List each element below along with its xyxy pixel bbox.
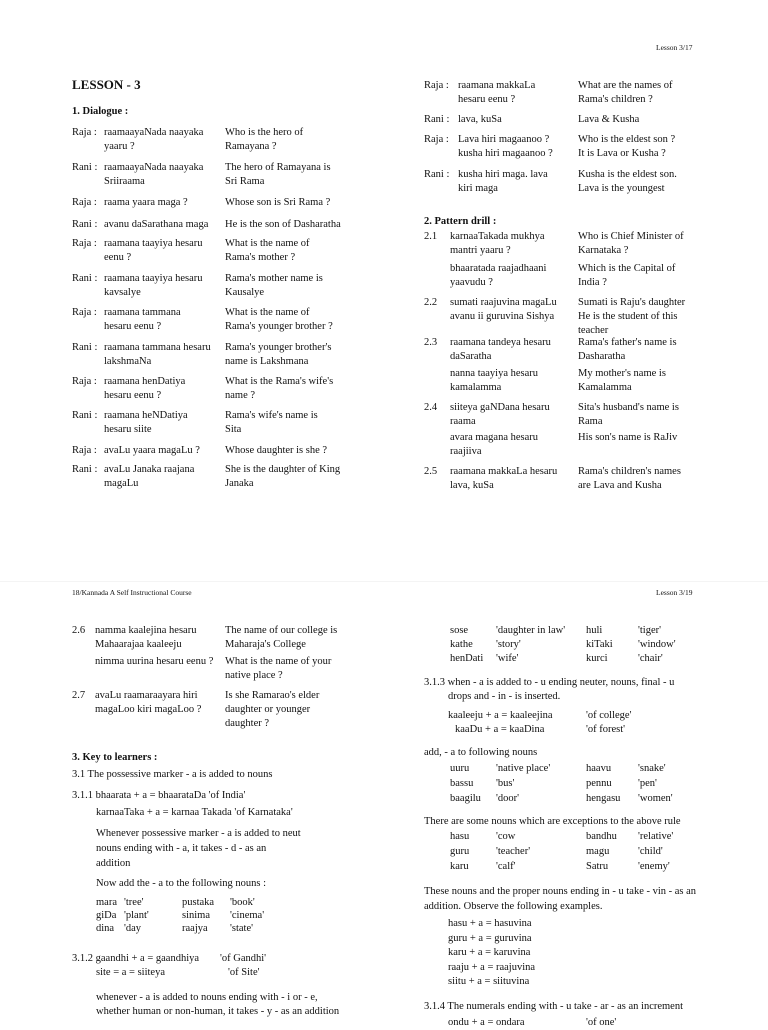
pattern-kannada [450, 401, 550, 429]
noun-cell: raajya [182, 923, 208, 934]
noun-cell: 'day [124, 923, 142, 934]
key-3-1-2c [96, 991, 339, 1019]
dialogue-kannada [104, 463, 194, 491]
text-line: The hero of Ramayana is [225, 162, 331, 173]
page-footer-left: 18/Kannada A Self Instructional Course [72, 588, 192, 597]
noun-cell: henDati [450, 653, 484, 664]
page-divider [0, 581, 768, 582]
dialogue-english [578, 79, 672, 107]
noun-cell: baagilu [450, 793, 481, 804]
add-line: add, - a to following nouns [424, 747, 538, 758]
noun-cell: 'book' [230, 897, 255, 908]
text-line: nouns ending with - a, it takes - d - as an [96, 843, 267, 854]
dialogue-kannada [104, 237, 203, 265]
noun-cell: magu [586, 846, 610, 857]
noun-cell: 'enemy' [638, 861, 670, 872]
dialogue-kannada [104, 196, 188, 210]
dialogue-english [225, 218, 341, 232]
dialogue-speaker: Raja : [424, 134, 449, 145]
text-line: teacher [578, 325, 609, 336]
k313-ex2-gloss: 'of forest' [586, 724, 626, 735]
text-line: raama yaara maga ? [104, 197, 188, 208]
text-line: hesaru eenu ? [458, 94, 516, 105]
noun-cell: hasu [450, 831, 470, 842]
dialogue-kannada [458, 133, 553, 161]
text-line: raamaayaNada naayaka [104, 162, 204, 173]
text-line: namma kaalejina hesaru [95, 625, 197, 636]
example-line: siitu + a = siituvina [448, 976, 530, 987]
k313-ex2: kaaDu + a = kaaDina [455, 724, 545, 735]
text-line: kiri maga [458, 183, 498, 194]
noun-cell: sose [450, 625, 469, 636]
noun-cell: 'native place' [496, 763, 551, 774]
item-2-6-english [225, 624, 337, 652]
text-line: What is the name of your [225, 656, 332, 667]
text-line: Kusha is the eldest son. [578, 169, 677, 180]
text-line: Ramayana ? [225, 141, 277, 152]
text-line: kavsalye [104, 287, 141, 298]
text-line: eenu ? [104, 252, 132, 263]
noun-cell: 'plant' [124, 910, 149, 921]
text-line: Whose daughter is she ? [225, 445, 328, 456]
noun-cell: 'child' [638, 846, 663, 857]
noun-cell: pustaka [182, 897, 215, 908]
pattern-kannada [450, 431, 538, 459]
noun-cell: guru [450, 846, 470, 857]
dialogue-english [578, 133, 675, 161]
text-line: Who is the eldest son ? [578, 134, 676, 145]
noun-cell: Satru [586, 861, 609, 872]
pattern-english [578, 367, 666, 395]
text-line: hesaru siite [104, 424, 152, 435]
text-line: Kausalye [225, 287, 265, 298]
key-3-1-2b-gloss: 'of Site' [228, 967, 260, 978]
pattern-number: 2.3 [424, 337, 438, 348]
dialogue-english [225, 237, 310, 265]
dialogue-kannada [104, 161, 203, 189]
item-2-6b-kannada: nimma uurina hesaru eenu ? [95, 656, 214, 667]
text-line: Karnataka ? [578, 245, 629, 256]
text-line: raajiiva [450, 446, 482, 457]
item-2-6-kannada [95, 624, 196, 652]
text-line: Sita's husband's name is [578, 402, 679, 413]
lesson-title: LESSON - 3 [72, 77, 141, 92]
text-line: Sri Rama [225, 176, 265, 187]
noun-cell: uuru [450, 763, 470, 774]
dialogue-english [225, 126, 303, 154]
text-line: kusha hiri maga. lava [458, 169, 548, 180]
k313-ex1-gloss: 'of college' [586, 710, 632, 721]
text-line: raamana henDatiya [104, 376, 186, 387]
text-line: Whenever possessive marker - a is added to neut [96, 828, 301, 839]
text-line: Rama's wife's name is [225, 410, 318, 421]
noun-cell: 'teacher' [496, 846, 531, 857]
noun-cell: 'tree' [124, 897, 144, 908]
example-line: guru + a = guruvina [448, 932, 532, 944]
key-3-1-1d: Now add the - a to the following nouns : [96, 878, 267, 889]
dialogue-english [225, 306, 333, 334]
text-line: Lava is the youngest [578, 183, 665, 194]
vin-line [424, 884, 696, 914]
text-line: hesaru eenu ? [104, 390, 162, 401]
text-line: Rama's mother name is [225, 273, 323, 284]
dialogue-kannada [104, 218, 208, 232]
item-2-6b-english [225, 655, 331, 683]
key-3-1: 3.1 The possessive marker - a is added to nouns [72, 769, 273, 780]
text-line: Rama's younger brother ? [225, 321, 333, 332]
text-line: What is the name of [225, 307, 310, 318]
text-line: Janaka [225, 478, 254, 489]
text-line: kamalamma [450, 382, 502, 393]
text-line: hesaru eenu ? [104, 321, 162, 332]
pattern-english [578, 465, 681, 493]
item-2-6-num: 2.6 [72, 625, 86, 636]
text-line: Dasharatha [578, 351, 626, 362]
text-line: mantri yaaru ? [450, 245, 511, 256]
noun-cell: 'story' [496, 639, 521, 650]
dialogue-english [225, 444, 327, 458]
text-line: avaLu yaara magaLu ? [104, 445, 200, 456]
text-line: lakshmaNa [104, 356, 152, 367]
text-line: name is Lakshmana [225, 356, 309, 367]
text-line: Kamalamma [578, 382, 632, 393]
dialogue-speaker: Rani : [72, 273, 98, 284]
pattern-number: 2.2 [424, 297, 438, 308]
noun-cell: 'state' [230, 923, 254, 934]
text-line: The name of our college is [225, 625, 338, 636]
pattern-english [578, 230, 684, 258]
text-line: whenever - a is added to nouns ending with - i or - e, [96, 992, 318, 1003]
text-line: My mother's name is [578, 368, 666, 379]
text-line: Sumati is Raju's daughter [578, 297, 686, 308]
text-line: Rama's younger brother's [225, 342, 332, 353]
dialogue-speaker: Raja : [72, 445, 97, 456]
text-line: name ? [225, 390, 256, 401]
noun-cell: mara [96, 897, 117, 908]
pattern-english [578, 262, 675, 290]
text-line: What is the Rama's wife's [225, 376, 334, 387]
dialogue-speaker: Rani : [72, 219, 98, 230]
text-line: Who is the hero of [225, 127, 304, 138]
dialogue-english [225, 196, 330, 210]
text-line: raamana makkaLa hesaru [450, 466, 558, 477]
text-line: Sita [225, 424, 242, 435]
dialogue-english [578, 168, 677, 196]
noun-cell: 'wife' [496, 653, 519, 664]
example-line: raaju + a = raajuvina [448, 961, 536, 973]
text-line: bhaaratada raajadhaani [450, 263, 547, 274]
k313-ex1: kaaleeju + a = kaaleejina [448, 710, 553, 721]
noun-cell: karu [450, 861, 469, 872]
dialogue-english [225, 375, 333, 403]
text-line: magaLoo kiri magaLoo ? [95, 704, 202, 715]
text-line: raamaayaNada naayaka [104, 127, 204, 138]
item-2-7-kannada [95, 689, 201, 717]
dialogue-kannada [104, 126, 203, 154]
text-line: raama [450, 416, 476, 427]
key-3-1-1c [96, 826, 301, 871]
dialogue-kannada [104, 272, 203, 300]
key-3-1-1b: karnaaTaka + a = karnaa Takada 'of Karnataka' [96, 807, 293, 818]
text-line: lava, kuSa [458, 114, 502, 125]
noun-cell: 'window' [638, 639, 676, 650]
noun-cell: 'chair' [638, 653, 663, 664]
text-line: raamana makkaLa [458, 80, 536, 91]
dialogue-english [225, 409, 318, 437]
text-line: addition [96, 858, 131, 869]
dialogue-speaker: Raja : [72, 376, 97, 387]
text-line: avaLu Janaka raajana [104, 464, 195, 475]
text-line: Who is Chief Minister of [578, 231, 684, 242]
dialogue-kannada [104, 444, 200, 458]
dialogue-english [578, 113, 639, 127]
noun-cell: 'tiger' [638, 625, 662, 636]
text-line: Sriiraama [104, 176, 145, 187]
noun-cell: kathe [450, 639, 473, 650]
text-line: India ? [578, 277, 607, 288]
dialogue-kannada [104, 409, 188, 437]
k314-ex: ondu + a = ondara [448, 1017, 525, 1028]
noun-cell: pennu [586, 778, 612, 789]
text-line: native place ? [225, 670, 283, 681]
dialogue-speaker: Raja : [72, 307, 97, 318]
text-line: magaLu [104, 478, 139, 489]
text-line: Rama's children ? [578, 94, 653, 105]
page-header-right-2: Lesson 3/19 [656, 588, 693, 597]
noun-cell: haavu [586, 763, 612, 774]
text-line: Lava hiri magaanoo ? [458, 134, 550, 145]
dialogue-kannada [458, 113, 502, 127]
pattern-kannada [450, 367, 538, 395]
text-line: raamana taayiya hesaru [104, 238, 203, 249]
dialogue-english [225, 161, 331, 189]
dialogue-speaker: Rani : [72, 410, 98, 421]
noun-cell: dina [96, 923, 115, 934]
noun-cell: 'calf' [496, 861, 516, 872]
noun-cell: bassu [450, 778, 474, 789]
pattern-english [578, 336, 677, 364]
text-line: Mahaarajaa kaaleeju [95, 639, 182, 650]
dialogue-kannada [458, 168, 548, 196]
noun-cell: kiTaki [586, 639, 613, 650]
dialogue-speaker: Rani : [424, 114, 450, 125]
text-line: yaavudu ? [450, 277, 493, 288]
text-line: He is the son of Dasharatha [225, 219, 341, 230]
dialogue-speaker: Raja : [72, 197, 97, 208]
dialogue-english [225, 463, 340, 491]
text-line: He is the student of this [578, 311, 678, 322]
text-line: whether human or non-human, it takes - y - as an addition [96, 1006, 340, 1017]
text-line: daughter ? [225, 718, 270, 729]
text-line: sumati raajuvina magaLu [450, 297, 557, 308]
noun-cell: 'relative' [638, 831, 674, 842]
dialogue-heading: 1. Dialogue : [72, 106, 129, 117]
noun-cell: 'door' [496, 793, 520, 804]
text-line: These nouns and the proper nouns ending in - u take - vin - as an [424, 886, 697, 897]
text-line: Rama's children's names [578, 466, 681, 477]
dialogue-english [225, 272, 323, 300]
example-line: karu + a = karuvina [448, 947, 531, 958]
text-line: 3.1.3 when - a is added to - u ending neuter, nouns, final - u [424, 677, 675, 688]
dialogue-speaker: Rani : [72, 342, 98, 353]
noun-cell: hengasu [586, 793, 621, 804]
text-line: Maharaja's College [225, 639, 306, 650]
dialogue-english [225, 341, 331, 369]
key-3-1-2a-gloss: 'of Gandhi' [220, 953, 267, 964]
page-header-right: Lesson 3/17 [656, 43, 693, 52]
pattern-kannada [450, 296, 557, 324]
key-3-1-2b-noun: site = a = siiteya [96, 967, 165, 978]
text-line: are Lava and Kusha [578, 480, 662, 491]
noun-cell: 'cinema' [230, 910, 265, 921]
dialogue-kannada [104, 375, 185, 403]
text-line: kusha hiri magaanoo ? [458, 148, 553, 159]
except-line: There are some nouns which are exceptions to the above rule [424, 816, 681, 827]
k314-ex-gloss: 'of one' [586, 1017, 617, 1028]
noun-cell: 'bus' [496, 778, 515, 789]
text-line: raamana taayiya hesaru [104, 273, 203, 284]
noun-cell: 'snake' [638, 763, 666, 774]
text-line: Rama [578, 416, 603, 427]
text-line: avanu daSarathana maga [104, 219, 209, 230]
text-line: raamana tammana hesaru [104, 342, 211, 353]
text-line: yaaru ? [104, 141, 135, 152]
text-line: She is the daughter of King [225, 464, 341, 475]
pattern-kannada [450, 336, 551, 364]
noun-cell: sinima [182, 910, 210, 921]
noun-cell: bandhu [586, 831, 617, 842]
text-line: It is Lava or Kusha ? [578, 148, 666, 159]
text-line: raamana heNDatiya [104, 410, 188, 421]
text-line: raamana tandeya hesaru [450, 337, 551, 348]
key-heading: 3. Key to learners : [72, 752, 158, 763]
item-2-7-num: 2.7 [72, 690, 86, 701]
text-line: Rama's father's name is [578, 337, 677, 348]
dialogue-speaker: Raja : [72, 238, 97, 249]
text-line: His son's name is RaJiv [578, 432, 678, 443]
pattern-drill-heading: 2. Pattern drill : [424, 216, 497, 227]
key-3-1-4: 3.1.4 The numerals ending with - u take - ar - as an increment [424, 1001, 684, 1012]
pattern-english [578, 431, 677, 445]
noun-cell: giDa [96, 910, 117, 921]
dialogue-speaker: Raja : [424, 80, 449, 91]
key-3-1-1a: 3.1.1 bhaarata + a = bhaarataDa 'of India' [72, 790, 246, 801]
noun-cell: 'cow [496, 831, 516, 842]
text-line: addition. Observe the following examples. [424, 901, 603, 912]
text-line: Is she Ramarao's elder [225, 690, 320, 701]
dialogue-speaker: Rani : [72, 162, 98, 173]
text-line: karnaaTakada mukhya [450, 231, 545, 242]
example-line: hasu + a = hasuvina [448, 918, 532, 929]
text-line: raamana tammana [104, 307, 181, 318]
noun-cell: 'pen' [638, 778, 657, 789]
text-line: avaLu raamaraayara hiri [95, 690, 198, 701]
pattern-english [578, 296, 685, 338]
text-line: siiteya gaNDana hesaru [450, 402, 550, 413]
text-line: What are the names of [578, 80, 673, 91]
key-3-1-3 [424, 676, 674, 704]
dialogue-speaker: Rani : [424, 169, 450, 180]
pattern-kannada [450, 262, 546, 290]
pattern-number: 2.5 [424, 466, 438, 477]
pattern-number: 2.1 [424, 231, 438, 242]
dialogue-kannada [104, 341, 211, 369]
text-line: Whose son is Sri Rama ? [225, 197, 331, 208]
dialogue-speaker: Rani : [72, 464, 98, 475]
dialogue-speaker: Raja : [72, 127, 97, 138]
noun-cell: huli [586, 625, 603, 636]
dialogue-kannada [104, 306, 181, 334]
pattern-kannada [450, 230, 545, 258]
text-line: lava, kuSa [450, 480, 494, 491]
text-line: drops and - in - is inserted. [448, 691, 561, 702]
pattern-english [578, 401, 679, 429]
text-line: avara magana hesaru [450, 432, 539, 443]
item-2-7-english [225, 689, 319, 731]
text-line: nanna taayiya hesaru [450, 368, 539, 379]
noun-cell: 'women' [638, 793, 673, 804]
dialogue-kannada [458, 79, 535, 107]
text-line: Which is the Capital of [578, 263, 676, 274]
noun-cell: kurci [586, 653, 608, 664]
text-line: avanu ii guruvina Sishya [450, 311, 555, 322]
noun-cell: 'daughter in law' [496, 625, 566, 636]
pattern-kannada [450, 465, 557, 493]
pattern-number: 2.4 [424, 402, 438, 413]
text-line: daughter or younger [225, 704, 311, 715]
text-line: What is the name of [225, 238, 310, 249]
text-line: Lava & Kusha [578, 114, 640, 125]
key-3-1-2a-noun: 3.1.2 gaandhi + a = gaandhiya [72, 953, 200, 964]
text-line: daSaratha [450, 351, 492, 362]
text-line: Rama's mother ? [225, 252, 296, 263]
